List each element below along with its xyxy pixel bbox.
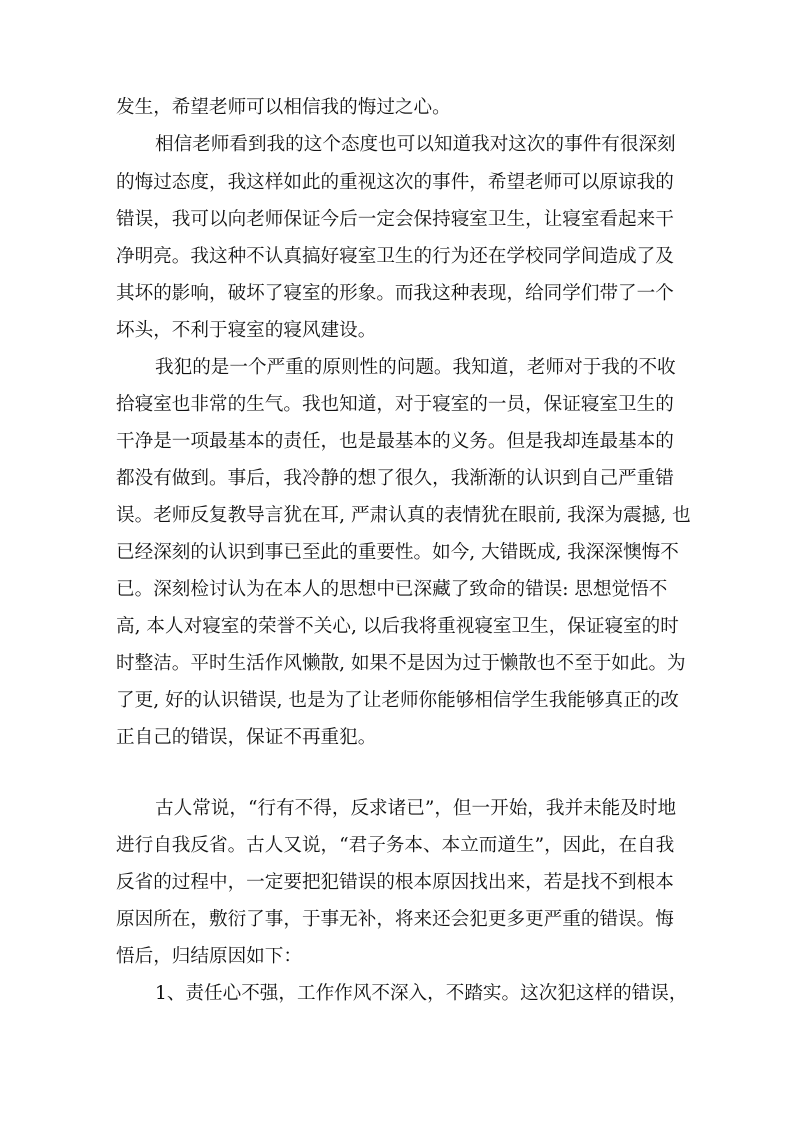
text-line: 误。老师反复教导言犹在耳, 严肃认真的表情犹在眼前, 我深为震撼, 也 <box>116 505 691 526</box>
text-line: 干净是一项最基本的责任，也是最基本的义务。但是我却连最基本的 <box>116 431 674 452</box>
text-line: 1、责任心不强，工作作风不深入，不踏实。这次犯这样的错误， <box>155 983 688 1004</box>
text-line: 其坏的影响，破坏了寝室的形象。而我这种表现，给同学们带了一个 <box>116 283 674 304</box>
text-line: 原因所在，敷衍了事，于事无补，将来还会犯更多更严重的错误。悔 <box>116 909 674 930</box>
text-line: 净明亮。我这种不认真搞好寝室卫生的行为还在学校同学间造成了及 <box>116 246 674 267</box>
text-line: 已。深刻检讨认为在本人的思想中已深藏了致命的错误: 思想觉悟不 <box>116 579 668 600</box>
text-line: 了更, 好的认识错误, 也是为了让老师你能够相信学生我能够真正的改 <box>116 690 679 711</box>
text-line: 已经深刻的认识到事已至此的重要性。如今, 大错既成, 我深深懊悔不 <box>116 542 679 563</box>
text-line: 错误，我可以向老师保证今后一定会保持寝室卫生，让寝室看起来干 <box>116 209 674 230</box>
text-line: 正自己的错误，保证不再重犯。 <box>116 727 377 748</box>
text-line: 悟后，归结原因如下： <box>116 946 302 967</box>
text-line: 都没有做到。事后，我冷静的想了很久，我渐渐的认识到自己严重错 <box>116 468 674 489</box>
text-line: 发生，希望老师可以相信我的悔过之心。 <box>116 97 451 118</box>
text-line: 反省的过程中，一定要把犯错误的根本原因找出来，若是找不到根本 <box>116 872 674 893</box>
text-line: 相信老师看到我的这个态度也可以知道我对这次的事件有很深刻 <box>155 134 676 155</box>
text-line: 坏头，不利于寝室的寝风建设。 <box>116 320 377 341</box>
text-line: 古人常说，“行有不得，反求诸已”，但一开始，我并未能及时地 <box>155 798 677 819</box>
text-line: 时整洁。平时生活作风懒散, 如果不是因为过于懒散也不至于如此。为 <box>116 653 686 674</box>
text-line: 拾寝室也非常的生气。我也知道，对于寝室的一员，保证寝室卫生的 <box>116 394 674 415</box>
text-line: 进行自我反省。古人又说，“君子务本、本立而道生”，因此，在自我 <box>116 835 675 856</box>
text-line: 高, 本人对寝室的荣誉不关心, 以后我将重视寝室卫生，保证寝室的时 <box>116 616 679 637</box>
text-line: 我犯的是一个严重的原则性的问题。我知道，老师对于我的不收 <box>155 357 676 378</box>
text-line: 的悔过态度，我这样如此的重视这次的事件，希望老师可以原谅我的 <box>116 172 674 193</box>
